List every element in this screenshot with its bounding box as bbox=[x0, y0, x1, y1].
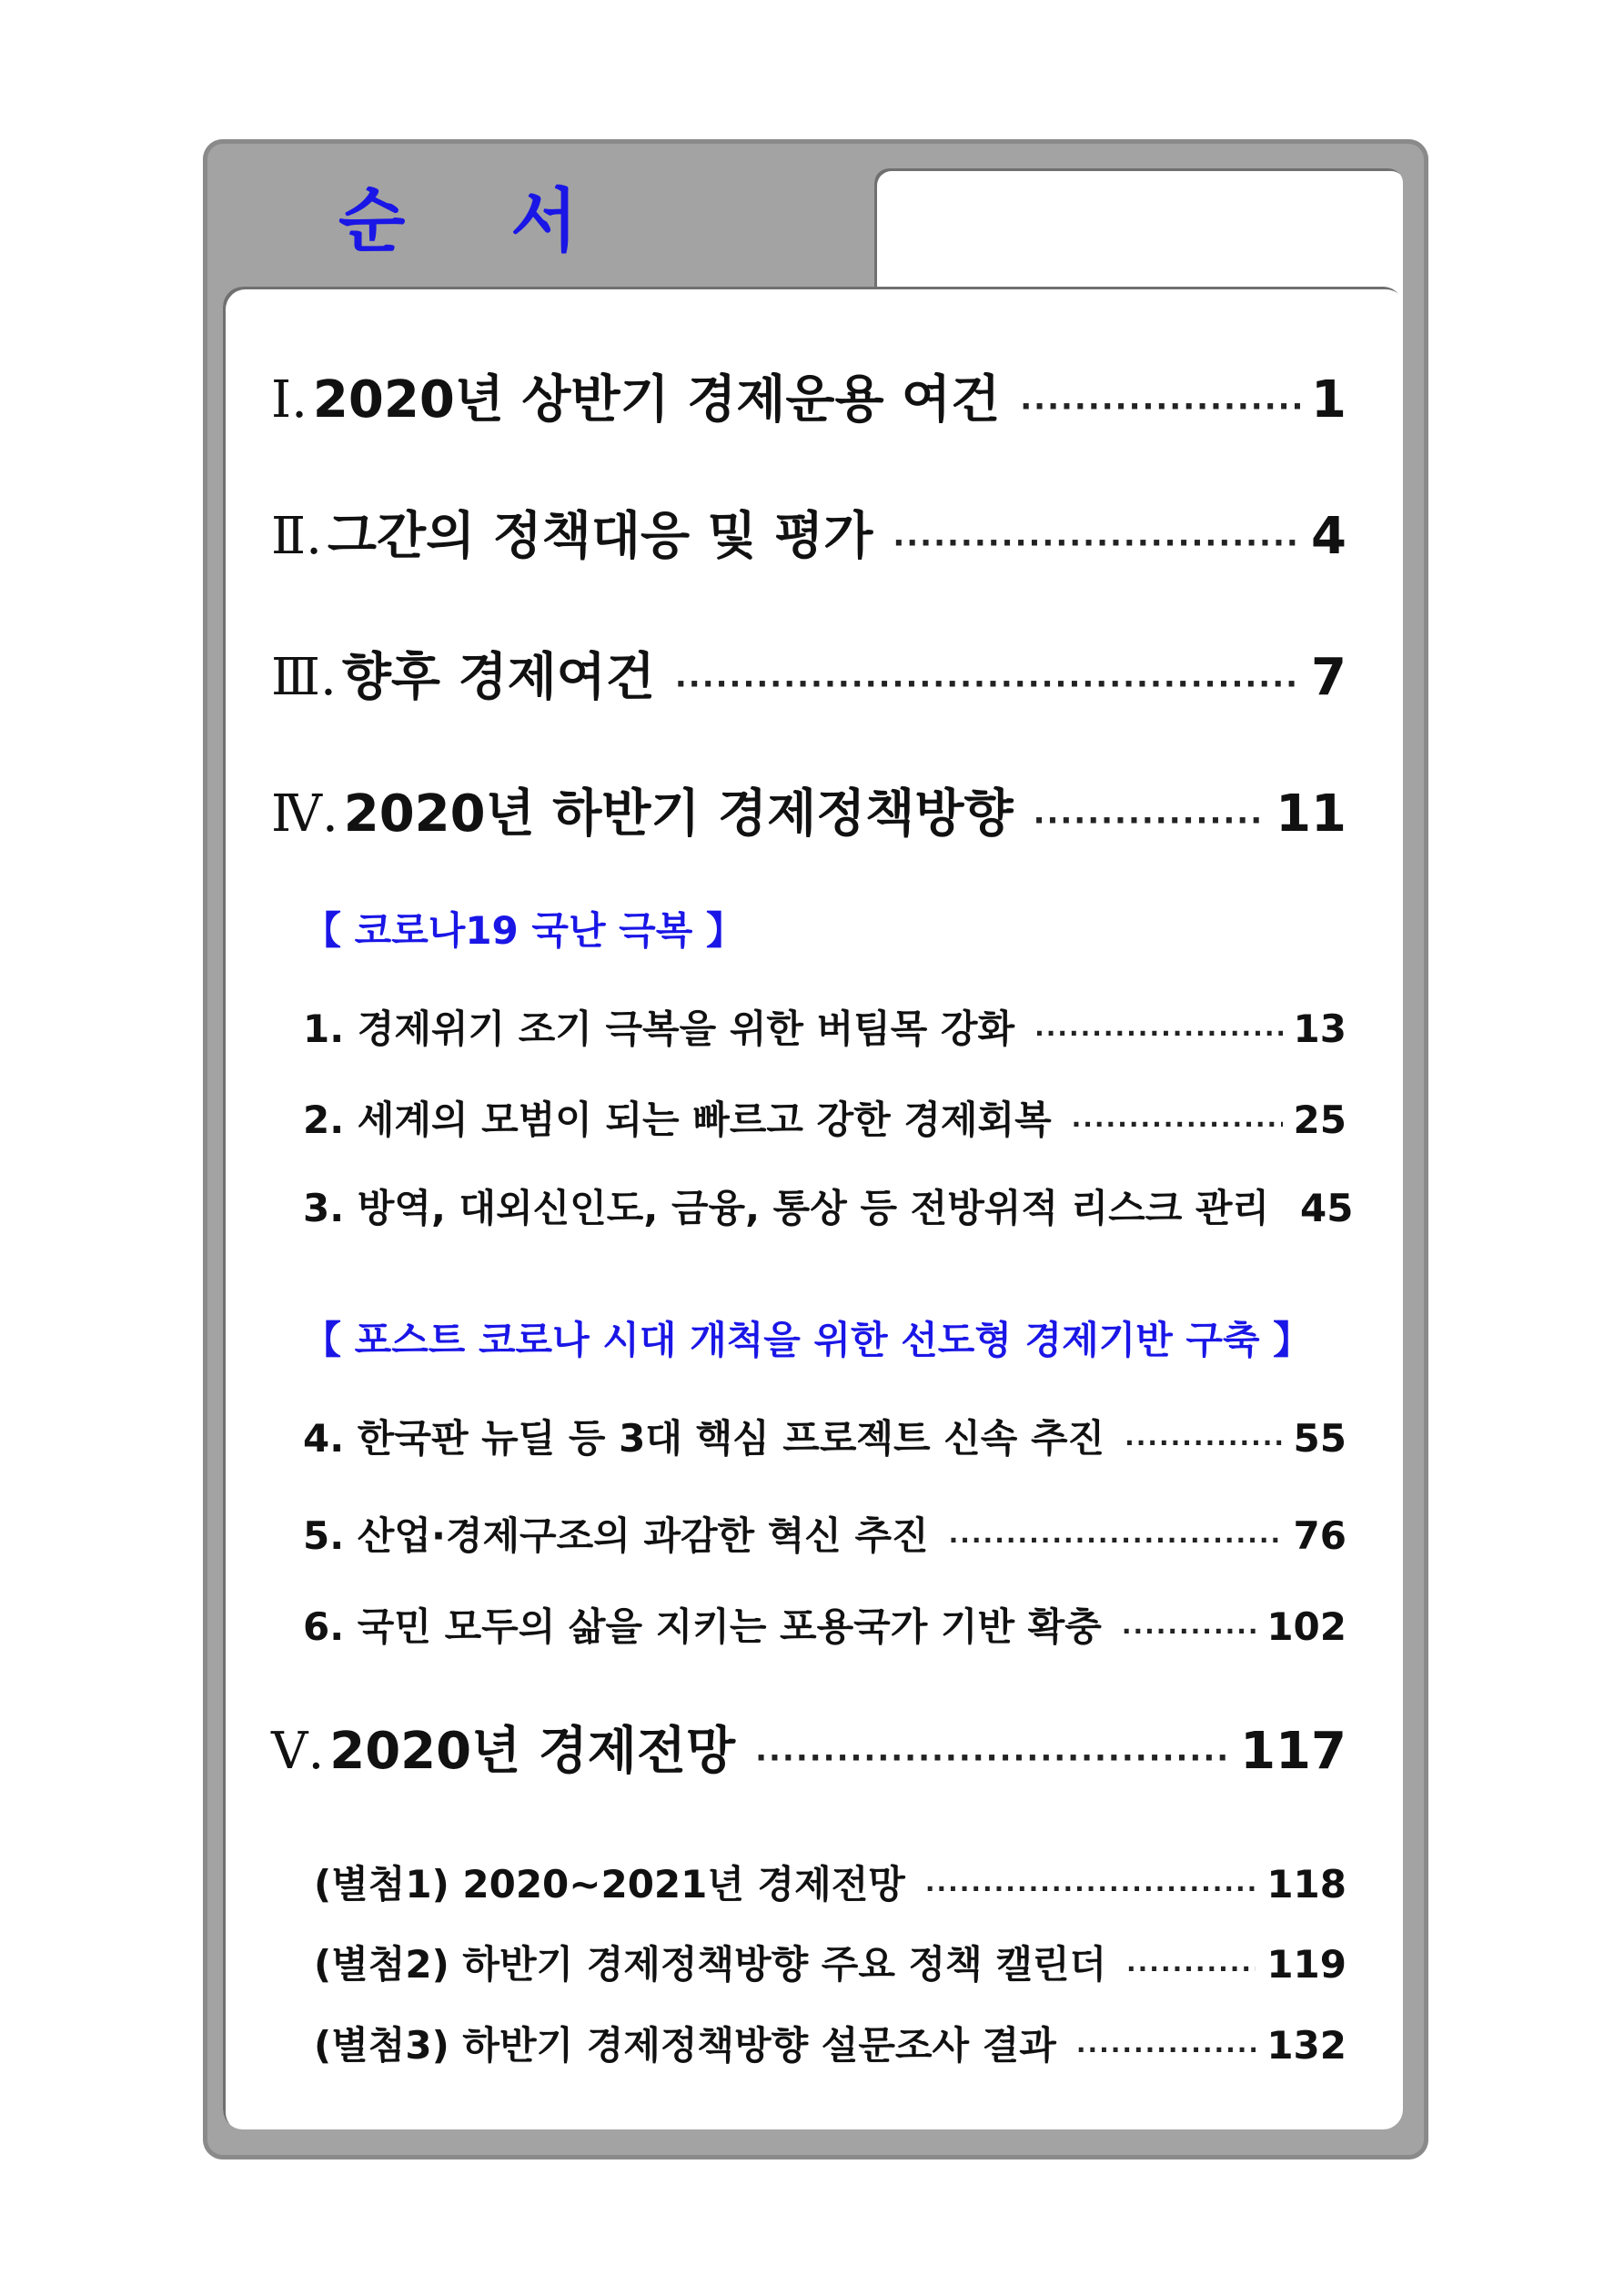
toc-chapter-2[interactable] bbox=[271, 496, 1347, 569]
item-title: 4. 한국판 뉴딜 등 3대 핵심 프로젝트 신속 추진 bbox=[303, 1416, 1105, 1461]
toc-item-2[interactable] bbox=[303, 1090, 1347, 1145]
dot-leader bbox=[1020, 389, 1300, 425]
toc-appendix-2[interactable] bbox=[314, 1935, 1347, 1989]
chapter-page: 7 bbox=[1311, 648, 1347, 707]
toc-section-heading-1: 【 코로나19 국난 극복 】 bbox=[303, 908, 744, 953]
toc-item-5[interactable] bbox=[303, 1506, 1347, 1561]
item-title: 5. 산업·경제구조의 과감한 혁신 추진 bbox=[303, 1513, 929, 1558]
item-title: 1. 경제위기 조기 극복을 위한 버팀목 강화 bbox=[303, 1006, 1015, 1051]
item-page: 25 bbox=[1293, 1097, 1347, 1142]
chapter-page: 11 bbox=[1276, 784, 1347, 844]
toc-chapter-5[interactable] bbox=[271, 1711, 1347, 1784]
chapter-number: Ⅴ. bbox=[271, 1722, 325, 1781]
item-page: 76 bbox=[1293, 1513, 1347, 1558]
dot-leader bbox=[949, 1525, 1283, 1555]
item-page: 13 bbox=[1293, 1006, 1347, 1051]
chapter-page: 1 bbox=[1311, 370, 1347, 430]
dot-leader bbox=[1034, 803, 1266, 839]
dot-leader bbox=[755, 1740, 1229, 1776]
chapter-number: Ⅳ. bbox=[271, 784, 338, 844]
chapter-number: Ⅱ. bbox=[271, 507, 322, 566]
chapter-title: 2020년 상반기 경제운용 여건 bbox=[312, 370, 1001, 430]
appendix-page: 132 bbox=[1266, 2023, 1347, 2068]
toc-item-1[interactable] bbox=[303, 999, 1347, 1054]
appendix-page: 119 bbox=[1266, 1942, 1347, 1987]
dot-leader bbox=[1076, 2035, 1256, 2065]
item-title: 2. 세계의 모범이 되는 빠르고 강한 경제회복 bbox=[303, 1097, 1052, 1142]
appendix-title: (별첨1) 2020~2021년 경제전망 bbox=[314, 1862, 905, 1907]
item-title: 3. 방역, 대외신인도, 금융, 통상 등 전방위적 리스크 관리 bbox=[303, 1186, 1270, 1230]
item-page: 45 bbox=[1300, 1186, 1354, 1230]
appendix-title: (별첨3) 하반기 경제정책방향 설문조사 결과 bbox=[314, 2023, 1056, 2068]
toc-chapter-4[interactable] bbox=[271, 774, 1347, 846]
dot-leader bbox=[1125, 1428, 1282, 1458]
toc-item-4[interactable] bbox=[303, 1409, 1347, 1463]
appendix-title: (별첨2) 하반기 경제정책방향 주요 정책 캘린더 bbox=[314, 1942, 1107, 1987]
toc-section-heading-2: 【 포스트 코로나 시대 개척을 위한 선도형 경제기반 구축 】 bbox=[303, 1318, 1312, 1362]
dot-leader bbox=[893, 525, 1300, 561]
toc-chapter-3[interactable] bbox=[271, 637, 1347, 710]
item-page: 102 bbox=[1266, 1604, 1347, 1649]
toc-item-3[interactable] bbox=[303, 1178, 1354, 1233]
dot-leader bbox=[1072, 1109, 1283, 1139]
toc-chapter-1[interactable] bbox=[271, 359, 1347, 432]
chapter-title: 2020년 하반기 경제정책방향 bbox=[343, 784, 1014, 844]
dot-leader bbox=[1034, 1018, 1282, 1048]
dot-leader bbox=[1126, 1954, 1256, 1984]
dot-leader bbox=[1122, 1616, 1256, 1646]
toc-appendix-3[interactable] bbox=[314, 2016, 1347, 2070]
toc-heading: 순 서 bbox=[338, 180, 580, 261]
appendix-page: 118 bbox=[1266, 1862, 1347, 1907]
item-title: 6. 국민 모두의 삶을 지키는 포용국가 기반 확충 bbox=[303, 1604, 1102, 1649]
dot-leader bbox=[675, 666, 1300, 703]
chapter-title: 2020년 경제전망 bbox=[329, 1722, 736, 1781]
toc-appendix-1[interactable] bbox=[314, 1855, 1347, 1909]
dot-leader bbox=[925, 1874, 1256, 1904]
chapter-page: 4 bbox=[1311, 507, 1347, 566]
chapter-number: Ⅲ. bbox=[271, 648, 337, 707]
chapter-number: Ⅰ. bbox=[271, 370, 308, 430]
toc-item-6[interactable] bbox=[303, 1597, 1347, 1652]
chapter-title: 그간의 정책대응 및 평가 bbox=[327, 507, 873, 566]
item-page: 55 bbox=[1293, 1416, 1347, 1461]
chapter-page: 117 bbox=[1240, 1722, 1347, 1781]
chapter-title: 향후 경제여건 bbox=[341, 648, 655, 707]
